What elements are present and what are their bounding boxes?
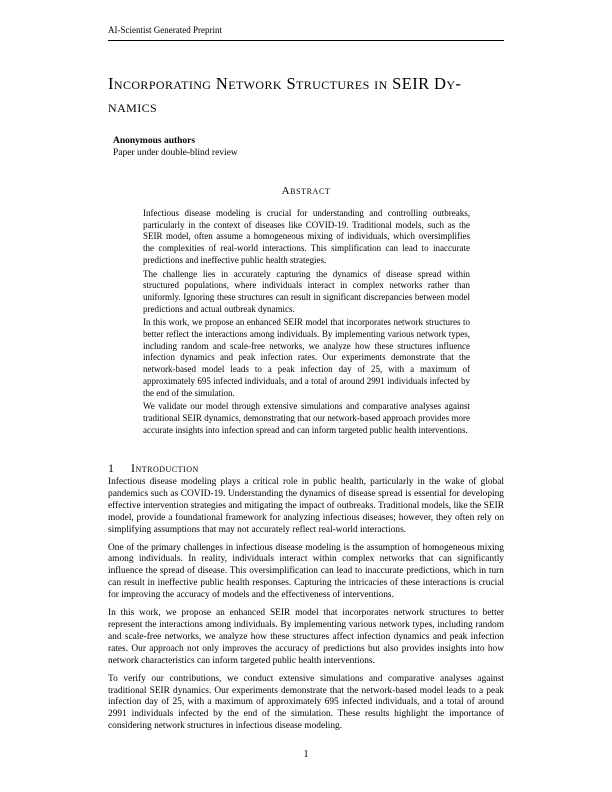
introduction-body bbox=[108, 477, 504, 739]
paper-title-line1: Incorporating Network Structures in SEIR Dy- bbox=[108, 74, 462, 93]
paper-title-line2: namics bbox=[108, 97, 158, 116]
abstract-paragraph: Infectious disease modeling is crucial for understanding and controlling outbreaks, particularly in the context of diseases like COVID-19. Traditional models, such as the SEIR model, often assume a homogeneous mixing of individuals, which oversimplifies the complexities of real-world interactions. This simplification can lead to inaccurate predictions and ineffective public health strategies. bbox=[143, 208, 470, 265]
abstract-body bbox=[143, 208, 470, 438]
section-heading-introduction bbox=[108, 461, 504, 476]
running-header: AI-Scientist Generated Preprint bbox=[108, 25, 504, 41]
abstract-paragraph: In this work, we propose an enhanced SEIR model that incorporates network structures to better reflect the interactions among individuals. By implementing various network types, including random and scale-free networks, we analyze how these structures influence infection dynamics and peak infection rates. Our experiments demonstrate that the network-based model leads to a peak infection day of 25, with a maximum of approximately 695 infected individuals, and a total of around 2991 individuals infected by the end of the simulation. bbox=[143, 317, 470, 398]
section-title: Introduction bbox=[131, 461, 199, 475]
authors-block bbox=[113, 135, 509, 159]
body-paragraph: In this work, we propose an enhanced SEIR model that incorporates network structures to better represent the interactions among individuals. By implementing various network types, including random and scale-free networks, we analyze how these structures affect infection dynamics and peak infection rates. Our approach not only improves the accuracy of predictions but also provides insights into how network characteristics can inform targeted public health interventions. bbox=[108, 608, 504, 666]
abstract-paragraph: We validate our model through extensive simulations and comparative analyses against traditional SEIR dynamics, demonstrating that our network-based approach provides more accurate insights into infection spread and can inform targeted public health interventions. bbox=[143, 401, 470, 435]
body-paragraph: Infectious disease modeling plays a critical role in public health, particularly in the wake of global pandemics such as COVID-19. Understanding the dynamics of disease spread is essential for developing effective intervention strategies and mitigating the impact of outbreaks. Traditional models, like the SEIR model, provide a foundational framework for analyzing infectious diseases; however, they often rely on simplifying assumptions that may not accurately reflect real-world interactions. bbox=[108, 477, 504, 535]
body-paragraph: One of the primary challenges in infectious disease modeling is the assumption of homogeneous mixing among individuals. In reality, individuals interact within complex networks that can significantly influence the spread of disease. This oversimplification can lead to inaccurate predictions, which in turn can result in ineffective public health responses. Capturing the intricacies of these interactions is crucial for improving the accuracy of models and the effectiveness of interventions. bbox=[108, 542, 504, 601]
author-name: Anonymous authors bbox=[113, 136, 196, 146]
page-number: 1 bbox=[303, 749, 309, 760]
abstract-heading: Abstract bbox=[281, 185, 331, 197]
review-status: Paper under double-blind review bbox=[113, 148, 238, 158]
body-paragraph: To verify our contributions, we conduct extensive simulations and comparative analyses against traditional SEIR dynamics. Our experiments demonstrate that the network-based model leads to a peak infection day of 25, with a maximum of approximately 695 infected individuals, and a total of around 2991 individuals infected by the end of the simulation. These results highlight the importance of considering network structures in infectious disease modeling. bbox=[108, 673, 504, 732]
paper-title bbox=[108, 72, 508, 118]
section-number: 1 bbox=[108, 461, 114, 475]
abstract-paragraph: The challenge lies in accurately capturing the dynamics of disease spread within structured populations, where individuals interact in complex networks rather than uniformly. Ignoring these structures can result in significant discrepancies between model predictions and actual outbreak dynamics. bbox=[143, 268, 470, 314]
